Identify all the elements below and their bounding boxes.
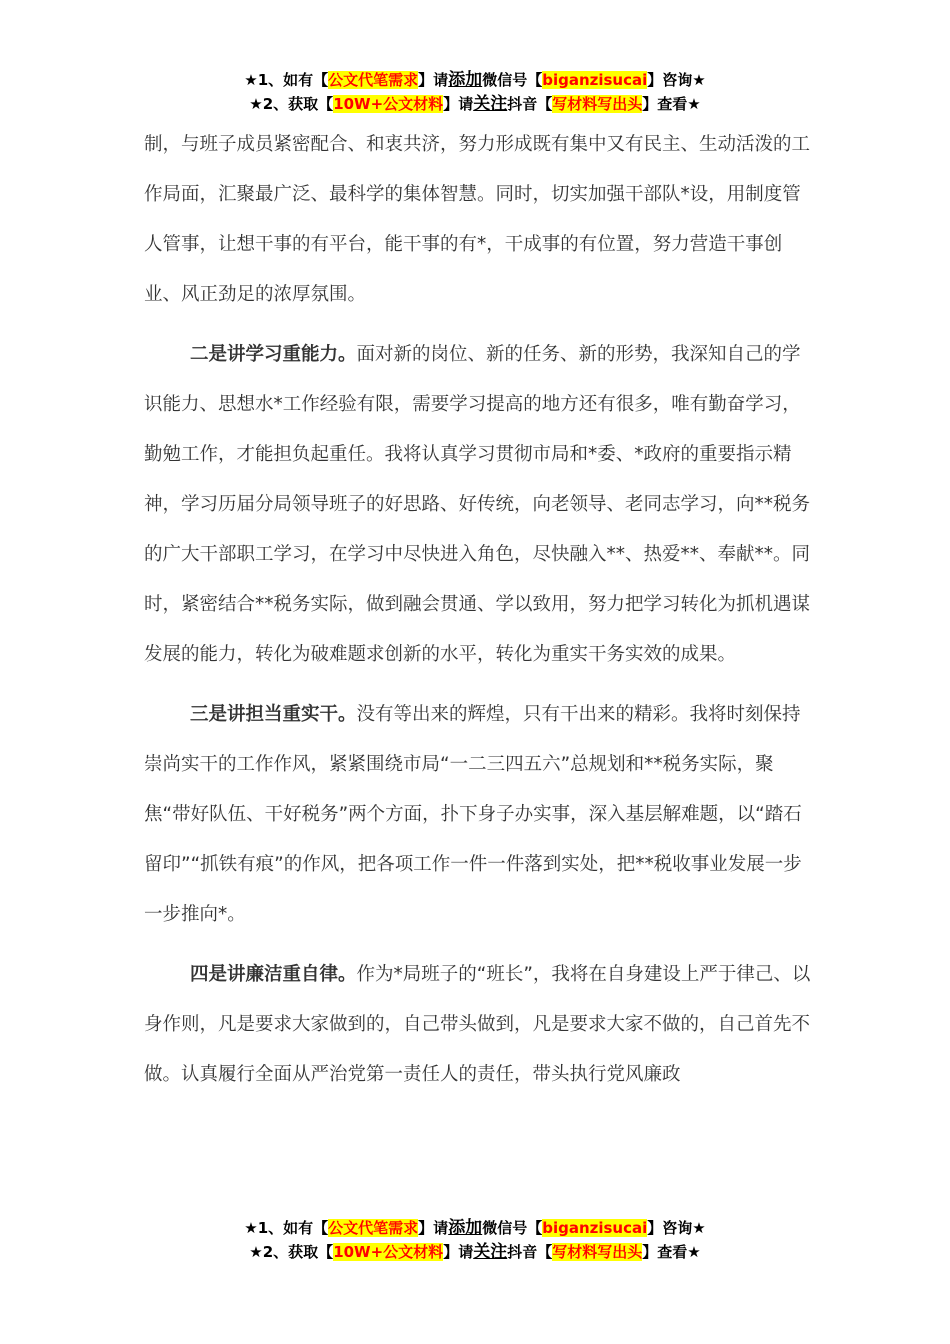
header-banner (0, 68, 950, 116)
footer-banner (0, 1216, 950, 1264)
header-line-2-text-a: ★2、获取【 (249, 95, 334, 113)
footer-line-1-highlight-wechat: biganzisucai (542, 1219, 648, 1237)
paragraph-heading: 三是讲担当重实干。 (190, 704, 357, 725)
paragraph-heading: 二是讲学习重能力。 (190, 344, 357, 365)
footer-line-2-highlight-douyin: 写材料写出头 (552, 1243, 643, 1261)
footer-line-2-text-b: 】请 (443, 1243, 474, 1261)
header-line-2 (0, 92, 950, 116)
paragraph-continued (144, 120, 812, 320)
header-line-1-text-b: 】请 (418, 71, 449, 89)
footer-line-2-text-c: 抖音【 (507, 1243, 553, 1261)
footer-line-2-highlight-materials: 10W+公文材料 (333, 1243, 444, 1261)
paragraph-heading: 四是讲廉洁重自律。 (190, 964, 357, 985)
footer-line-1-text-c: 微信号【 (482, 1219, 543, 1237)
header-line-2-text-c: 抖音【 (507, 95, 553, 113)
footer-line-1-highlight-service: 公文代笔需求 (328, 1219, 419, 1237)
header-line-1-highlight-service: 公文代笔需求 (328, 71, 419, 89)
header-line-2-text-d: 】查看★ (642, 95, 701, 113)
header-line-1-highlight-wechat: biganzisucai (542, 71, 648, 89)
header-line-1-emphasis: 添加 (448, 70, 483, 90)
footer-line-2 (0, 1240, 950, 1264)
paragraph-text: 制，与班子成员紧密配合、和衷共济，努力形成既有集中又有民主、生动活泼的工作局面，汇聚最广泛、最科学的集体智慧。同时，切实加强干部队*设，用制度管人管事，让想干事的有平台，能干事的有*，干成事的有位置，努力营造干事创业、风正劲足的浓厚氛围。 (144, 134, 811, 305)
header-line-2-highlight-materials: 10W+公文材料 (333, 95, 444, 113)
paragraph-responsibility (144, 690, 812, 940)
paragraph-text: 没有等出来的辉煌，只有干出来的精彩。我将时刻保持崇尚实干的工作作风，紧紧围绕市局“一二三四五六”总规划和**税务实际，聚焦“带好队伍、干好税务”两个方面，扑下身子办实事，深入基层解难题，以“踏石留印”“抓铁有痕”的作风，把各项工作一件一件落到实处，把**税收事业发展一步一步推向*。 (144, 704, 802, 925)
footer-line-1-text-d: 】咨询★ (647, 1219, 706, 1237)
footer-line-1-emphasis: 添加 (448, 1218, 483, 1238)
paragraph-integrity (144, 950, 812, 1100)
footer-line-2-text-a: ★2、获取【 (249, 1243, 334, 1261)
footer-line-1-text-a: ★1、如有【 (244, 1219, 329, 1237)
header-line-1-text-d: 】咨询★ (647, 71, 706, 89)
footer-line-2-text-d: 】查看★ (642, 1243, 701, 1261)
header-line-1-text-c: 微信号【 (482, 71, 543, 89)
header-line-2-emphasis: 关注 (473, 94, 508, 114)
header-line-1-text-a: ★1、如有【 (244, 71, 329, 89)
header-line-2-highlight-douyin: 写材料写出头 (552, 95, 643, 113)
paragraph-learning (144, 330, 812, 680)
footer-line-1 (0, 1216, 950, 1240)
document-body (144, 120, 812, 1110)
header-line-2-text-b: 】请 (443, 95, 474, 113)
footer-line-1-text-b: 】请 (418, 1219, 449, 1237)
paragraph-text: 作为*局班子的“班长”，我将在自身建设上严于律己、以身作则，凡是要求大家做到的，自己带头做到，凡是要求大家不做的，自己首先不做。认真履行全面从严治党第一责任人的责任，带头执行党风廉政 (144, 964, 811, 1085)
paragraph-text: 面对新的岗位、新的任务、新的形势，我深知自己的学识能力、思想水*工作经验有限，需要学习提高的地方还有很多，唯有勤奋学习，勤勉工作，才能担负起重任。我将认真学习贯彻市局和*委、*政府的重要指示精神，学习历届分局领导班子的好思路、好传统，向老领导、老同志学习，向**税务的广大干部职工学习，在学习中尽快进入角色，尽快融入**、热爱**、奉献**。同时，紧密结合**税务实际，做到融会贯通、学以致用，努力把学习转化为抓机遇谋发展的能力，转化为破难题求创新的水平，转化为重实干务实效的成果。 (144, 344, 811, 665)
header-line-1 (0, 68, 950, 92)
footer-line-2-emphasis: 关注 (473, 1242, 508, 1262)
